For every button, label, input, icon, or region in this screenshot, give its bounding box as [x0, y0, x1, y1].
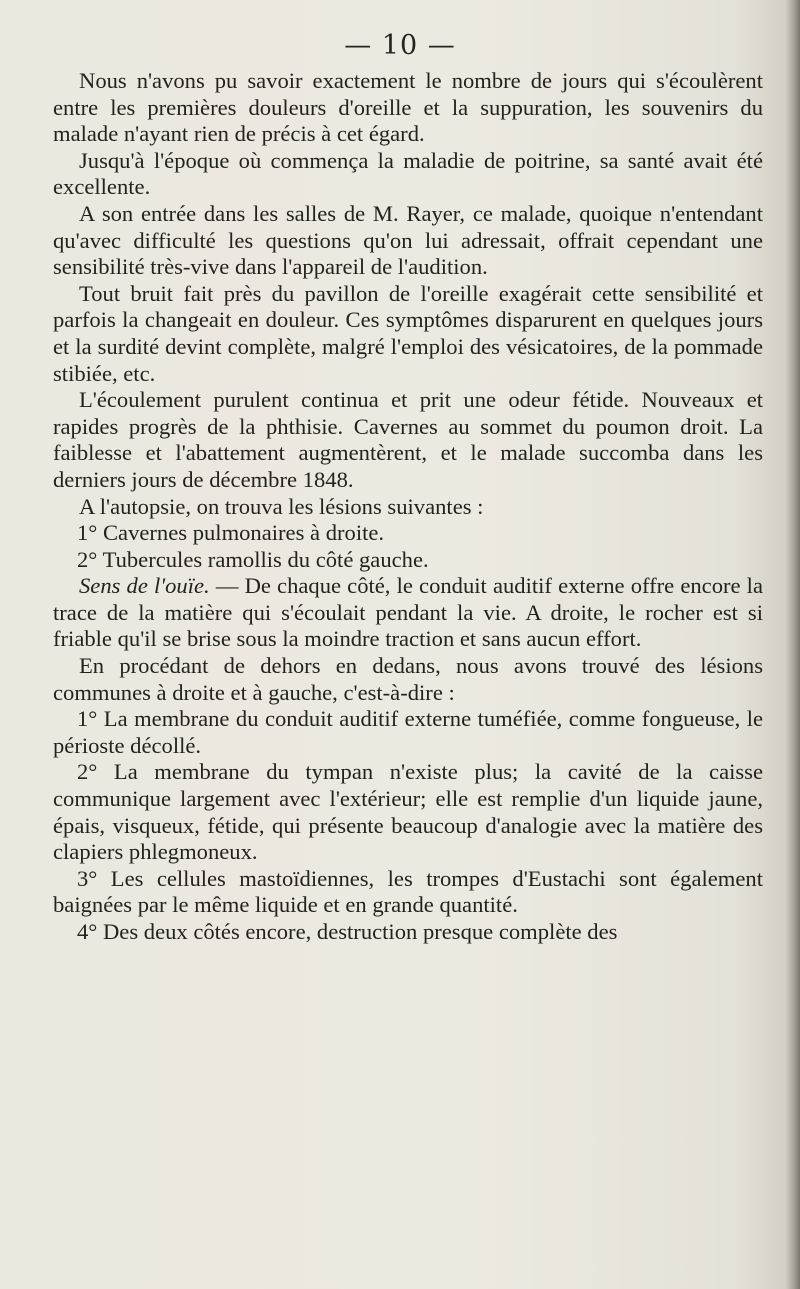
lesion-item-1: 1° Cavernes pulmonaires à droite. [77, 520, 385, 546]
ear-lesion-item-3: 3° Les cellules mastoïdiennes, les trompes d'Eustachi sont également baignées par le même liquide et en grande quantité. [53, 865, 763, 918]
ear-lesion-item-1: 1° La membrane du conduit auditif externe tuméfiée, comme fongueuse, le périoste décollé. [53, 706, 763, 758]
sens-ouie-text: — De chaque côté, le conduit auditif externe offre encore la trace de la matière qui s'écoulait pendant la vie. A droite, le rocher est si friable qu'il se brise sous la moindre traction et sans aucun effort. [53, 573, 763, 652]
paragraph-bruit-surdite: Tout bruit fait près du pavillon de l'oreille exagérait cette sensibilité et parfois la changeait en douleur. Ces symptômes disparurent en quelques jours et la surdité devint complète, malgré l'emploi des vésicatoires, de la pommade stibiée, etc. [53, 280, 763, 386]
paragraph-entree-salles: A son entrée dans les salles de M. Rayer, ce malade, quoique n'entendant qu'avec difficulté les questions qu'on lui adressait, offrait cependant une sensibilité très-vive dans l'appareil de l'audition. [53, 200, 763, 280]
section-heading-sens-ouie: Sens de l'ouïe. [79, 573, 210, 599]
paragraph-autopsie-intro: A l'autopsie, on trouva les lésions suivantes : [79, 493, 484, 519]
ear-lesion-item-2: 2° La membrane du tympan n'existe plus; la cavité de la caisse communique largement avec l'extérieur; elle est remplie d'un liquide jaune, épais, visqueux, fétide, qui présente beaucoup d'analogie avec la matière des clapiers phlegmoneux. [53, 759, 763, 865]
page-edge-shadow [786, 0, 800, 1289]
paragraph-ecoulement-deces: L'écoulement purulent continua et prit une odeur fétide. Nouveaux et rapides progrès de la phthisie. Cavernes au sommet du poumon droit. La faiblesse et l'abattement augmentèrent, et le malade succomba dans les derniers jours de décembre 1848. [53, 387, 763, 492]
lesion-item-2: 2° Tubercules ramollis du côté gauche. [77, 546, 429, 572]
body-text [53, 68, 763, 946]
page-number: — 10 — [344, 30, 456, 61]
ear-lesion-item-4: 4° Des deux côtés encore, destruction presque complète des [77, 919, 618, 944]
paragraph-sante-anterieure: Jusqu'à l'époque où commença la maladie de poitrine, sa santé avait été excellente. [53, 147, 763, 200]
paragraph-sens-ouie [53, 573, 763, 653]
paragraph-lesions-communes: En procédant de dehors en dedans, nous avons trouvé des lésions communes à droite et à gauche, c'est-à-dire : [53, 653, 763, 705]
paragraph-jours-suppuration: Nous n'avons pu savoir exactement le nombre de jours qui s'écoulèrent entre les premières douleurs d'oreille et la suppuration, les souvenirs du malade n'ayant rien de précis à cet égard. [53, 68, 763, 147]
